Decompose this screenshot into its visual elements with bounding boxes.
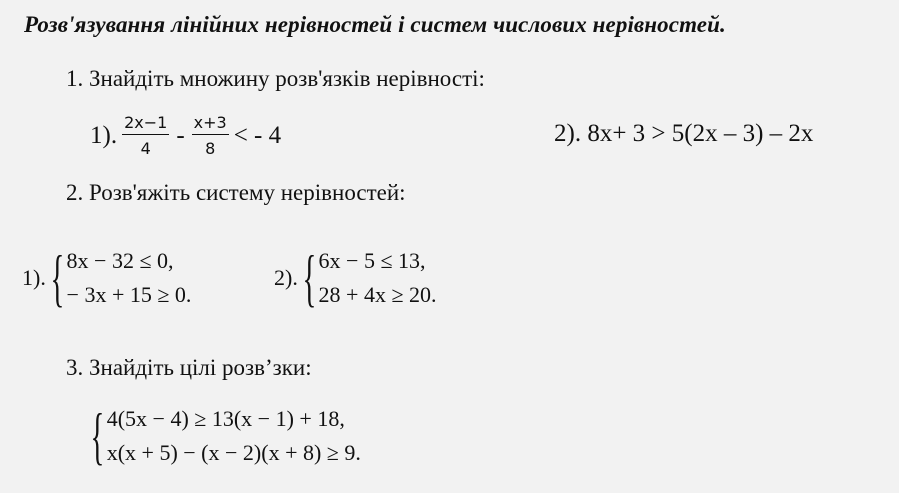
task2-heading: 2. Розв'яжіть систему нерівностей: bbox=[66, 180, 406, 205]
system-2-label: 2). bbox=[274, 265, 298, 290]
task1-inequality-1 bbox=[90, 106, 281, 166]
system-1-lines bbox=[67, 244, 192, 312]
left-brace-icon: { bbox=[90, 400, 105, 471]
system-2-lines bbox=[319, 244, 437, 312]
system-1-label: 1). bbox=[22, 265, 46, 290]
minus-sign: - bbox=[176, 122, 185, 149]
system-1-line-1: 8x − 32 ≤ 0, bbox=[66, 248, 174, 273]
task1-inequality-2: 2). 8x+ 3 > 5(2x – 3) – 2x bbox=[554, 120, 814, 147]
fraction-1-denominator: 4 bbox=[140, 139, 151, 158]
system-3-line-1: 4(5x − 4) ≥ 13(x − 1) + 18, bbox=[106, 406, 345, 431]
system-1-line-2: − 3x + 15 ≥ 0. bbox=[66, 282, 192, 307]
inequality-tail: < - 4 bbox=[233, 122, 282, 149]
fraction-2-numerator: x+3 bbox=[192, 115, 229, 135]
fraction-2 bbox=[192, 115, 229, 157]
system-2-line-1: 6x − 5 ≤ 13, bbox=[318, 248, 426, 273]
task1-heading: 1. Знайдіть множину розв'язків нерівності: bbox=[66, 66, 485, 91]
system-3-line-2: x(x + 5) − (x − 2)(x + 8) ≥ 9. bbox=[106, 440, 361, 465]
fraction-1-numerator: 2x−1 bbox=[122, 115, 169, 135]
fraction-1 bbox=[122, 115, 169, 157]
system-3 bbox=[90, 402, 361, 470]
left-brace-icon: { bbox=[50, 242, 65, 313]
system-2-line-2: 28 + 4x ≥ 20. bbox=[318, 282, 437, 307]
fraction-2-denominator: 8 bbox=[205, 139, 216, 158]
task3-heading: 3. Знайдіть цілі розв’зки: bbox=[66, 355, 312, 380]
page-title: Розв'язування лінійних нерівностей і систем числових нерівностей. bbox=[24, 12, 726, 37]
system-3-lines bbox=[107, 402, 361, 470]
system-2 bbox=[274, 244, 437, 312]
task1-item1-label: 1). bbox=[90, 122, 118, 149]
system-1 bbox=[22, 244, 191, 312]
left-brace-icon: { bbox=[302, 242, 317, 313]
